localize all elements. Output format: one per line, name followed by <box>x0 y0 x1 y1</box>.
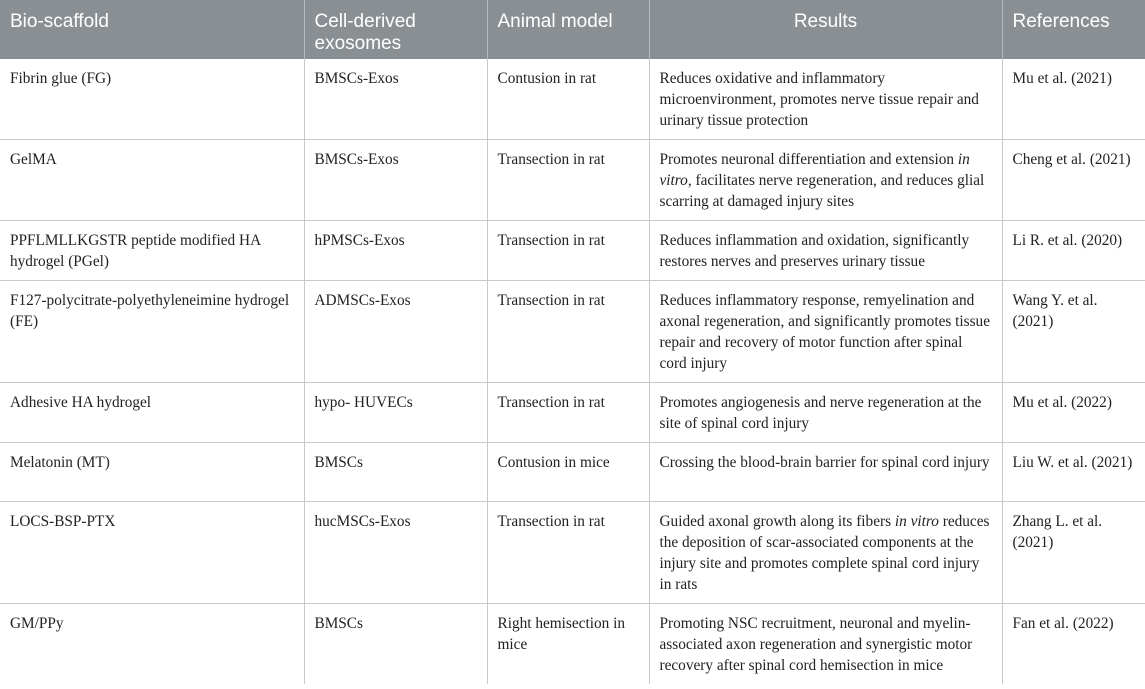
cell-results: Promoting NSC recruitment, neuronal and myelin-associated axon regeneration and synergistic motor recovery after spinal cord hemisection in mice <box>649 604 1002 685</box>
header-cell-derived-exosomes: Cell-derived exosomes <box>304 0 487 59</box>
results-text: Guided axonal growth along its fibers <box>659 513 895 530</box>
table-row <box>0 502 1145 604</box>
cell-results: Reduces inflammatory response, remyelination and axonal regeneration, and significantly promotes tissue repair and recovery of motor function after spinal cord injury <box>649 281 1002 383</box>
table-body <box>0 59 1145 684</box>
results-text: Promotes neuronal differentiation and extension <box>659 151 958 168</box>
cell-reference: Mu et al. (2022) <box>1002 383 1145 443</box>
cell-bio-scaffold: F127-polycitrate-polyethyleneimine hydrogel (FE) <box>0 281 304 383</box>
cell-animal-model: Right hemisection in mice <box>487 604 649 685</box>
cell-bio-scaffold: Melatonin (MT) <box>0 443 304 502</box>
results-text: , facilitates nerve regeneration, and reduces glial scarring at damaged injury sites <box>659 172 985 210</box>
cell-exosomes: BMSCs <box>304 443 487 502</box>
cell-animal-model: Transection in rat <box>487 140 649 221</box>
cell-bio-scaffold: PPFLMLLKGSTR peptide modified HA hydrogel (PGel) <box>0 221 304 281</box>
cell-exosomes: hypo- HUVECs <box>304 383 487 443</box>
table-row <box>0 59 1145 140</box>
cell-bio-scaffold: LOCS-BSP-PTX <box>0 502 304 604</box>
cell-animal-model: Transection in rat <box>487 221 649 281</box>
cell-bio-scaffold: Fibrin glue (FG) <box>0 59 304 140</box>
cell-reference: Fan et al. (2022) <box>1012 615 1114 632</box>
table-row <box>0 604 1145 685</box>
header-row <box>0 0 1145 59</box>
cell-reference: Mu et al. (2021) <box>1002 59 1145 140</box>
cell-exosomes: BMSCs <box>304 604 487 685</box>
header-references: References <box>1002 0 1145 59</box>
cell-results: Reduces inflammation and oxidation, significantly restores nerves and preserves urinary tissue <box>649 221 1002 281</box>
cell-exosomes: hPMSCs-Exos <box>304 221 487 281</box>
results-italic-text: in vitro <box>659 151 970 189</box>
table-row <box>0 383 1145 443</box>
cell-animal-model: Transection in rat <box>487 281 649 383</box>
header-animal-model: Animal model <box>487 0 649 59</box>
cell-exosomes: hucMSCs-Exos <box>304 502 487 604</box>
cell-exosomes: ADMSCs-Exos <box>304 281 487 383</box>
cell-bio-scaffold: GM/PPy <box>0 604 304 685</box>
cell-reference: Liu W. et al. (2021) <box>1002 443 1145 502</box>
table-row <box>0 443 1145 502</box>
table-row <box>0 281 1145 383</box>
table-row <box>0 140 1145 221</box>
header-bio-scaffold: Bio-scaffold <box>0 0 304 59</box>
cell-exosomes: BMSCs-Exos <box>304 140 487 221</box>
results-text: reduces the deposition of scar-associated components at the injury site and promotes complete spinal cord injury in rats <box>659 513 990 593</box>
cell-animal-model: Contusion in rat <box>487 59 649 140</box>
cell-bio-scaffold: Adhesive HA hydrogel <box>0 383 304 443</box>
cell-animal-model: Transection in rat <box>487 502 649 604</box>
header-results: Results <box>649 0 1002 59</box>
cell-reference: Zhang L. et al. (2021) <box>1002 502 1145 604</box>
table-row <box>0 221 1145 281</box>
cell-bio-scaffold: GelMA <box>0 140 304 221</box>
cell-reference: Cheng et al. (2021) <box>1002 140 1145 221</box>
cell-reference: Li R. et al. (2020) <box>1002 221 1145 281</box>
cell-reference: Wang Y. et al. (2021) <box>1002 281 1145 383</box>
results-italic-text: in vitro <box>894 513 939 530</box>
cell-results: Reduces oxidative and inflammatory microenvironment, promotes nerve tissue repair and urinary tissue protection <box>649 59 1002 140</box>
table-header <box>0 0 1145 59</box>
cell-results <box>649 502 1002 604</box>
cell-results: Crossing the blood-brain barrier for spinal cord injury <box>649 443 1002 502</box>
cell-results: Promotes angiogenesis and nerve regeneration at the site of spinal cord injury <box>649 383 1002 443</box>
cell-animal-model: Transection in rat <box>487 383 649 443</box>
cell-results <box>649 140 1002 221</box>
cell-animal-model: Contusion in mice <box>487 443 649 502</box>
cell-exosomes: BMSCs-Exos <box>304 59 487 140</box>
